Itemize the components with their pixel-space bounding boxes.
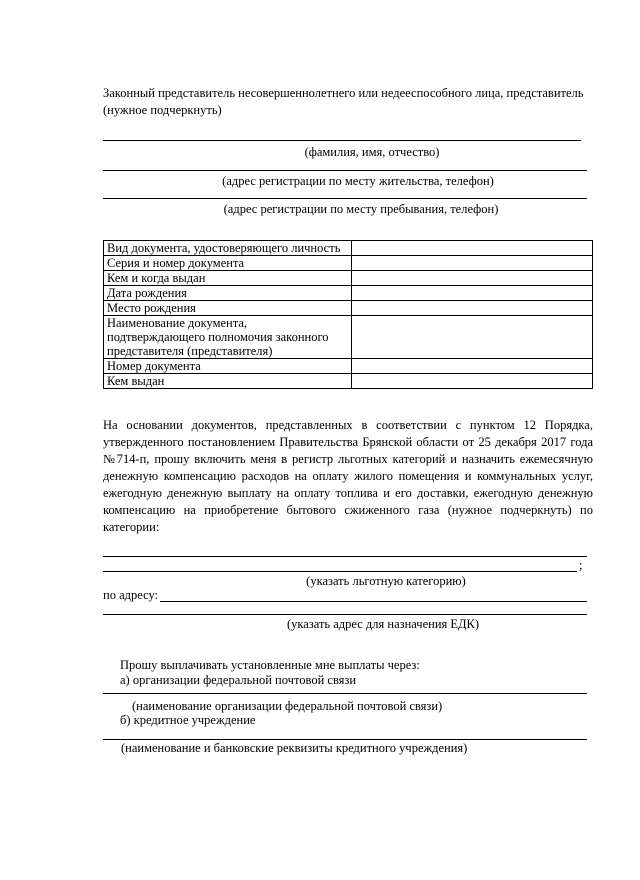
- table-row: [104, 374, 593, 389]
- category-caption: (указать льготную категорию): [306, 574, 466, 588]
- residence-address-field[interactable]: [103, 170, 587, 171]
- row-label: Дата рождения: [104, 286, 352, 301]
- row-label: Вид документа, удостоверяющего личность: [104, 241, 352, 256]
- table-row: [104, 271, 593, 286]
- row-label: Место рождения: [104, 301, 352, 316]
- fio-field[interactable]: [103, 140, 581, 141]
- postal-organization-field[interactable]: [103, 693, 587, 694]
- stay-address-field[interactable]: [103, 198, 587, 199]
- row-value-cell[interactable]: [352, 316, 593, 359]
- body-last-line: категории:: [103, 520, 160, 534]
- row-value-cell[interactable]: [352, 359, 593, 374]
- postal-caption: (наименование организации федеральной почтовой связи): [132, 699, 443, 713]
- fio-caption: (фамилия, имя, отчество): [304, 145, 440, 159]
- identity-document-table: [103, 240, 593, 389]
- row-label: Кем выдан: [104, 374, 352, 389]
- table-row: [104, 359, 593, 374]
- body-line: ежегодную денежную выплату на оплату топлива и его доставки, ежегодную денежную: [103, 486, 593, 500]
- option-credit: б) кредитное учреждение: [120, 713, 256, 727]
- row-value-cell[interactable]: [352, 256, 593, 271]
- address-field-2[interactable]: [103, 614, 587, 615]
- category-semicolon: ;: [579, 558, 583, 572]
- body-line: №714-п, прошу включить меня в регистр льготных категорий и назначить ежемесячную: [103, 452, 593, 466]
- row-value-cell[interactable]: [352, 286, 593, 301]
- stay-caption: (адрес регистрации по месту пребывания, телефон): [223, 202, 499, 216]
- row-label: Серия и номер документа: [104, 256, 352, 271]
- row-value-cell[interactable]: [352, 374, 593, 389]
- category-field-1[interactable]: [103, 556, 587, 557]
- credit-institution-field[interactable]: [103, 739, 587, 740]
- row-value-cell[interactable]: [352, 301, 593, 316]
- row-label-line: Наименование документа,: [107, 316, 248, 330]
- row-label: Кем и когда выдан: [104, 271, 352, 286]
- table-row: [104, 316, 593, 359]
- body-line: утвержденного постановлением Правительства Брянской области от 25 декабря 2017 года: [103, 435, 593, 449]
- body-line: денежную компенсацию расходов на оплату жилого помещения и коммунальных услуг,: [103, 469, 593, 483]
- body-line: компенсацию на приобретение бытового сжиженного газа (нужное подчеркнуть) по: [103, 503, 593, 517]
- address-label: по адресу:: [103, 588, 159, 602]
- body-line: На основании документов, представленных в соответствии с пунктом 12 Порядка,: [103, 418, 593, 432]
- address-caption: (указать адрес для назначения ЕДК): [286, 617, 480, 631]
- credit-caption: (наименование и банковские реквизиты кредитного учреждения): [121, 741, 468, 755]
- row-value-cell[interactable]: [352, 241, 593, 256]
- row-label-line: подтверждающего полномочия законного: [107, 330, 329, 344]
- row-label-multiline: [104, 316, 352, 359]
- table-row: [104, 286, 593, 301]
- table-row: [104, 301, 593, 316]
- row-label-line: представителя (представителя): [107, 344, 273, 358]
- underline-note: (нужное подчеркнуть): [103, 103, 222, 117]
- option-postal: а) организации федеральной почтовой связи: [120, 673, 357, 687]
- row-label: Номер документа: [104, 359, 352, 374]
- row-value-cell[interactable]: [352, 271, 593, 286]
- table-row: [104, 241, 593, 256]
- table-row: [104, 256, 593, 271]
- payment-intro: Прошу выплачивать установленные мне выплаты через:: [120, 658, 420, 672]
- residence-caption: (адрес регистрации по месту жительства, телефон): [222, 174, 494, 188]
- address-field-1[interactable]: [160, 601, 587, 602]
- representative-heading: Законный представитель несовершеннолетнего или недееспособного лица, представитель: [103, 86, 584, 100]
- category-field-2[interactable]: [103, 571, 577, 572]
